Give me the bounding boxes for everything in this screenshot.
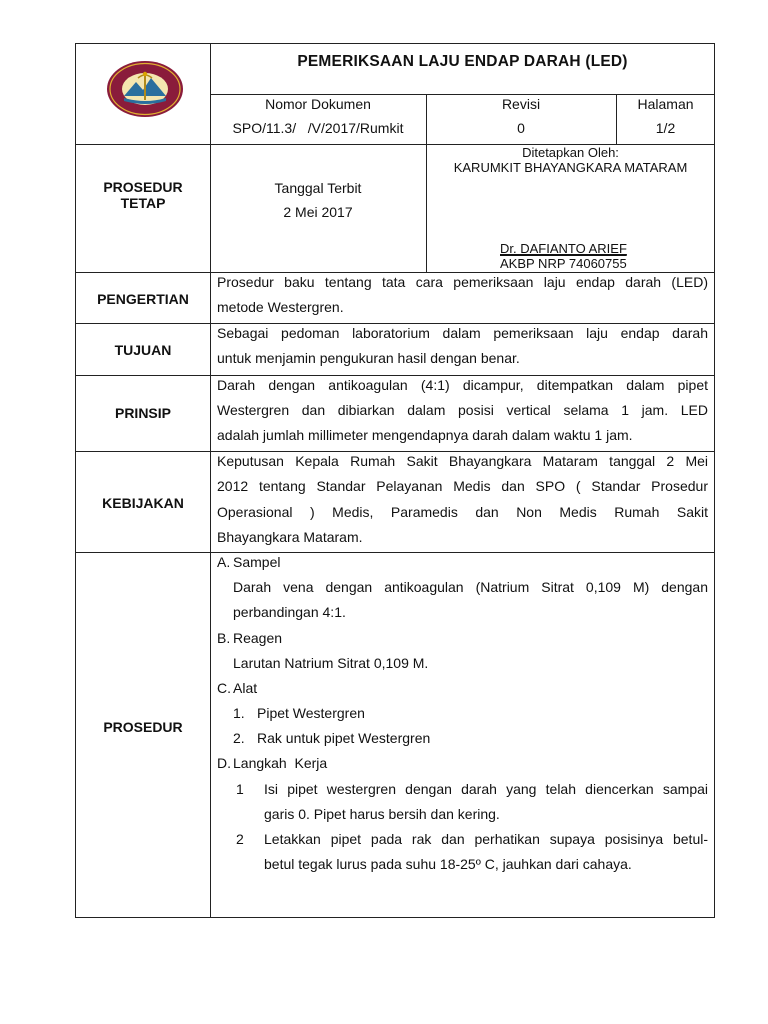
prosedur-a-line-2: perbandingan 4:1. [233,604,346,620]
prosedur-c-title: Alat [233,680,258,696]
nomor-dokumen-label: Nomor Dokumen [265,96,371,112]
prosedur-a-title: Sampel [233,554,281,570]
prosedur-tetap-label-1: PROSEDUR [103,179,183,195]
ditetapkan-label: Ditetapkan Oleh: [522,145,619,160]
halaman-value: 1/2 [655,120,676,136]
ditetapkan-by: KARUMKIT BHAYANGKARA MATARAM [453,160,688,175]
prinsip-line-1: Darah dengan antikoagulan (4:1) dicampur, ditempatkan dalam pipet [217,377,708,393]
prosedur-label: PROSEDUR [103,719,183,735]
sop-document [75,43,715,918]
kebijakan-line-3: Operasional ) Medis, Paramedis dan Non Medis Rumah Sakit [217,504,708,520]
halaman-label: Halaman [637,96,694,112]
tujuan-line-1: Sebagai pedoman laboratorium dalam pemeriksaan laju endap darah [217,325,708,341]
revisi-value: 0 [517,120,525,136]
prinsip-line-2: Westergren dan dibiarkan dalam posisi vertical selama 1 jam. LED [217,402,708,418]
prosedur-c-marker: C. [217,680,231,696]
revisi-label: Revisi [501,96,541,112]
prosedur-d-step-1-line-1: Isi pipet westergren dengan darah yang telah diencerkan sampai [264,781,708,797]
prosedur-c-item-1-text: Pipet Westergren [257,705,365,721]
kebijakan-line-1: Keputusan Kepala Rumah Sakit Bhayangkara Mataram tanggal 2 Mei [217,453,708,469]
kebijakan-divider [76,552,715,553]
nomor-dokumen-value: SPO/11.3/ /V/2017/Rumkit [232,120,404,136]
kebijakan-line-4: Bhayangkara Mataram. [217,529,363,545]
prosedur-c-item-2-text: Rak untuk pipet Westergren [257,730,431,746]
pengertian-label: PENGERTIAN [97,291,189,307]
prosedur-a-line-1: Darah vena dengan antikoagulan (Natrium Sitrat 0,109 M) dengan [233,579,708,595]
tanggal-terbit-label: Tanggal Terbit [274,180,362,196]
signer-rank: AKBP NRP 74060755 [500,256,627,271]
prosedur-b-text: Larutan Natrium Sitrat 0,109 M. [233,655,429,671]
prosedur-a-marker: A. [217,554,231,570]
tanggal-terbit-value: 2 Mei 2017 [283,204,353,220]
tujuan-line-2: untuk menjamin pengukuran hasil dengan benar. [217,350,520,366]
prosedur-d-step-1-num: 1 [236,781,244,797]
prosedur-b-marker: B. [217,630,231,646]
prosedur-d-step-2-num: 2 [236,831,244,847]
prosedur-d-step-2-line-1: Letakkan pipet pada rak dan perhatikan supaya posisinya betul- [264,831,708,847]
hospital-logo [106,60,184,118]
prinsip-label: PRINSIP [114,405,171,421]
tujuan-label: TUJUAN [114,342,172,358]
pengertian-line-2: metode Westergren. [217,299,344,315]
prosedur-c-item-2-num: 2. [233,730,245,746]
document-title: PEMERIKSAAN LAJU ENDAP DARAH (LED) [297,53,628,70]
prinsip-line-3: adalah jumlah millimeter mengendapnya darah dalam waktu 1 jam. [217,427,633,443]
pengertian-line-1: Prosedur baku tentang tata cara pemeriksaan laju endap darah (LED) [217,274,708,290]
prosedur-d-step-2-line-2: betul tegak lurus pada suhu 18-25º C, jauhkan dari cahaya. [264,856,632,872]
prosedur-d-step-1-line-2: garis 0. Pipet harus bersih dan kering. [264,806,500,822]
kebijakan-line-2: 2012 tentang Standar Pelayanan Medis dan SPO ( Standar Prosedur [217,478,708,494]
title-row-divider [210,94,715,95]
prosedur-b-title: Reagen [233,630,283,646]
label-column-divider [210,44,211,918]
signer-name: Dr. DAFIANTO ARIEF [500,241,627,256]
prosedur-d-title: Langkah Kerja [233,755,328,771]
prosedur-tetap-label-2: TETAP [120,195,166,211]
kebijakan-label: KEBIJAKAN [102,495,184,511]
prosedur-c-item-1-num: 1. [233,705,245,721]
prosedur-d-marker: D. [217,755,231,771]
